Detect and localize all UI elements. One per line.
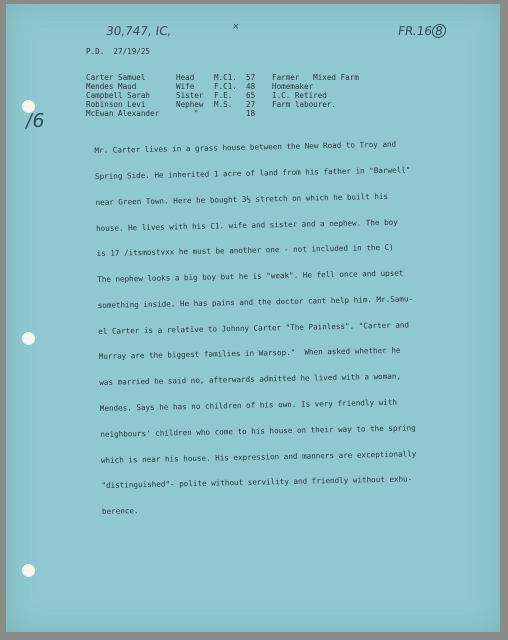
member-occupation: Farm labourer. — [272, 100, 337, 109]
member-age: 57 — [246, 73, 256, 82]
document-page — [6, 4, 500, 632]
member-status: M.S. — [214, 100, 233, 109]
narrative-line: berence. — [101, 506, 139, 517]
narrative-line: Spring Side. He inherited 1 acre of land from his father in "Barwell" — [94, 165, 411, 181]
member-name: Carter Samuel — [86, 73, 146, 82]
narrative-line: near Green Town. Here he bought 3½ stretch on which he built his — [95, 191, 389, 207]
narrative-line: Mr. Carter lives in a grass house between the New Road to Troy and — [94, 139, 397, 156]
punch-hole — [22, 564, 35, 577]
member-age: 48 — [246, 82, 256, 91]
member-relation: Sister — [176, 91, 204, 100]
member-status: F.E. — [214, 91, 233, 100]
narrative-line: is 17 /itsmostvxx he must be another one - not included in the C) — [96, 243, 394, 259]
member-name: McEwan Alexander — [86, 109, 160, 118]
member-occupation: Homemaker — [272, 82, 314, 91]
member-status: F.C1. — [214, 82, 237, 91]
narrative-line: The nephew looks a big boy but he is "weak". He fell once and upset — [97, 268, 404, 285]
narrative-line: house. He lives with his C1. wife and sister and a nephew. The boy — [95, 217, 398, 233]
handwritten-mark: × — [231, 22, 241, 32]
member-occupation: I.C. Retired — [272, 91, 327, 100]
narrative-line: which is near his house. His expression and manners are exceptionally — [100, 448, 417, 465]
narrative-line: Murray are the biggest families in Warsop." When asked whether he — [98, 346, 401, 362]
member-name: Robinson Levi — [86, 100, 146, 109]
margin-note: /6 — [24, 110, 47, 132]
member-status: M.C1. — [214, 73, 237, 82]
narrative-line: el Carter is a relative to Johnny Carter "The Painless". "Carter and — [98, 320, 410, 336]
member-occupation: Farmer Mixed Farm — [272, 73, 359, 82]
member-age: 18 — [246, 109, 256, 118]
file-reference-circled-digit: 8 — [431, 24, 447, 38]
member-relation: Nephew — [176, 100, 204, 109]
member-name: Mendes Maud — [86, 82, 137, 91]
narrative-paragraph — [94, 122, 464, 533]
household-row — [86, 109, 256, 119]
member-name: Campbell Sarah — [86, 91, 151, 100]
member-relation: Head — [176, 73, 195, 82]
narrative-line: was married he said no, afterwards admitted he lived with a woman, — [99, 371, 402, 388]
handwritten-reference: 30,747, IC, — [105, 24, 173, 38]
member-relation: Wife — [176, 82, 195, 91]
narrative-line: Mendes. Says he has no children of his own. Is very friendly with — [99, 397, 398, 413]
narrative-line: "distinguished"- polite without servility and friendly without exhu- — [101, 474, 413, 491]
narrative-line: something inside. He has pains and the doctor cant help him. Mr.Samu- — [97, 294, 414, 310]
member-relation: " — [194, 109, 199, 118]
file-reference — [397, 24, 447, 38]
file-reference-text: FR.16 — [397, 24, 433, 38]
member-age: 27 — [246, 100, 256, 109]
narrative-line: neighbours' children who come to his house on their way to the spring — [100, 423, 416, 439]
document-header: P.D. 27/19/25 — [86, 47, 151, 56]
member-age: 65 — [246, 91, 256, 100]
punch-hole — [22, 332, 35, 345]
